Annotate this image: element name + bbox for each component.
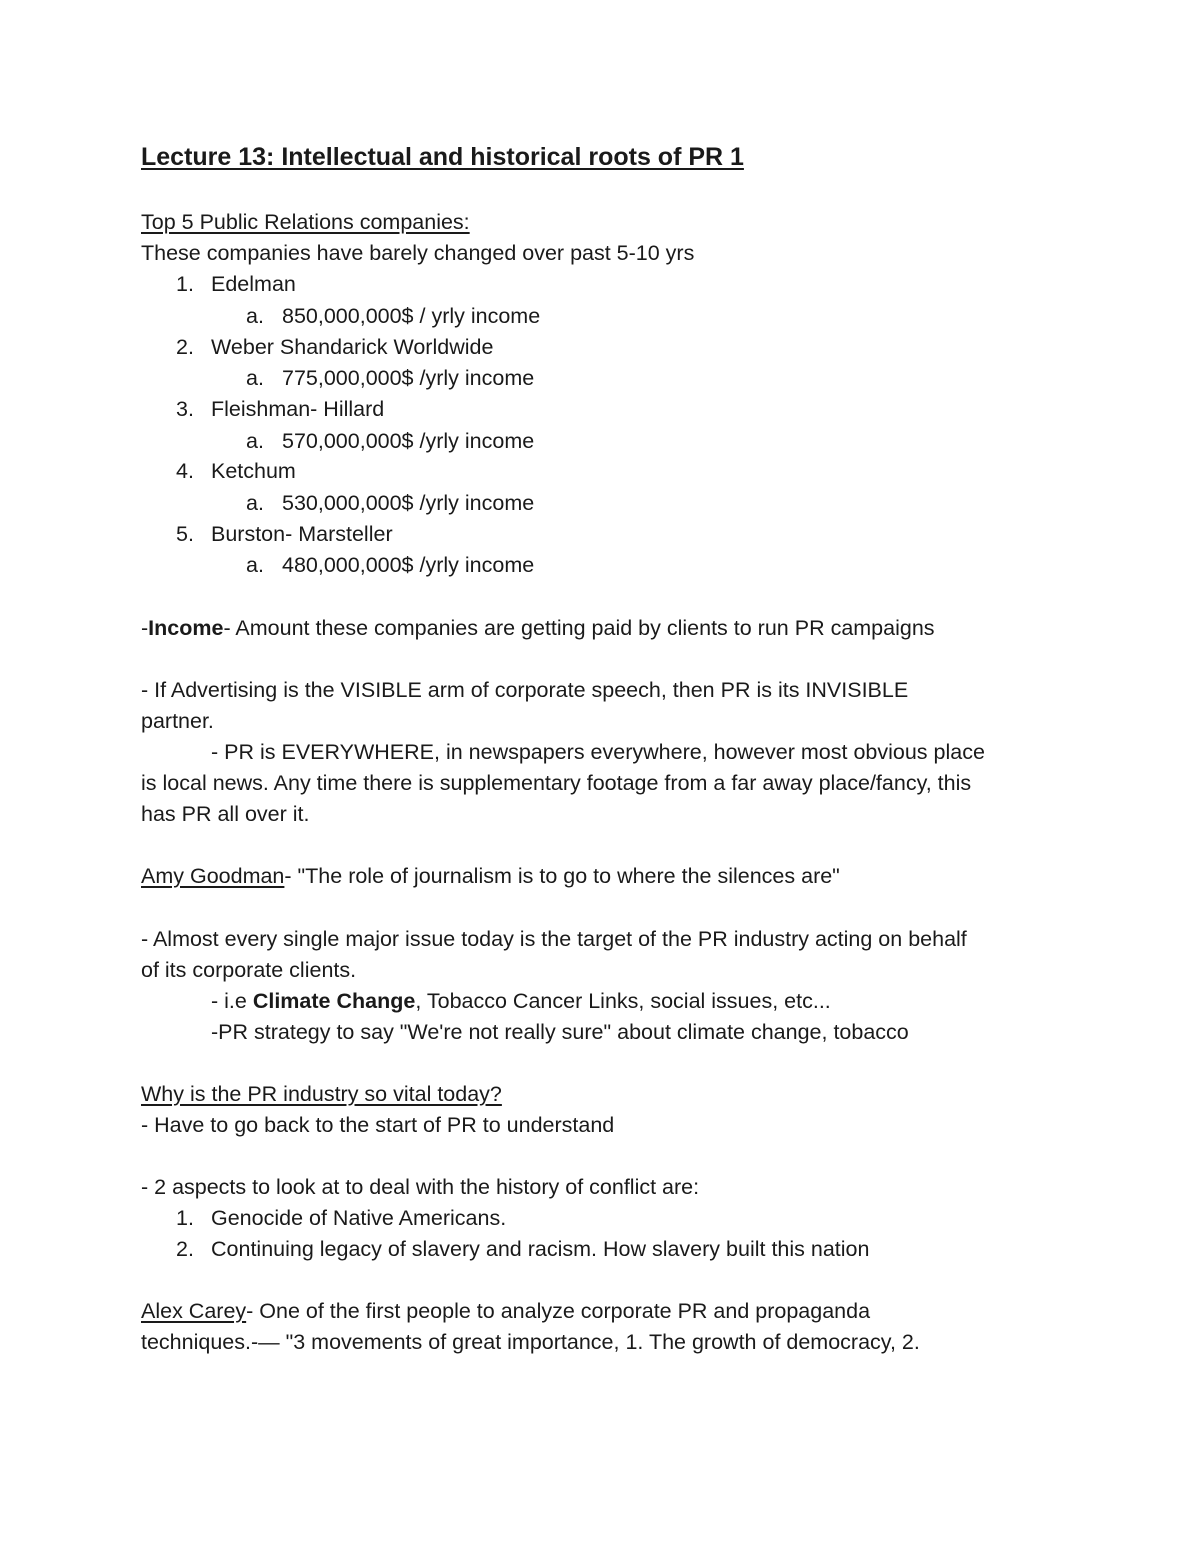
page-title: Lecture 13: Intellectual and historical roots of PR 1	[141, 143, 744, 171]
issues-ie-rest: , Tobacco Cancer Links, social issues, etc...	[415, 989, 831, 1013]
company-name: Fleishman- Hillard	[211, 397, 385, 421]
aspects-intro: - 2 aspects to look at to deal with the history of conflict are:	[141, 1175, 700, 1199]
income-term: Income	[148, 616, 224, 640]
advertising-line: - If Advertising is the VISIBLE arm of corporate speech, then PR is its INVISIBLE	[141, 678, 909, 702]
issues-climate-change: Climate Change	[252, 989, 416, 1013]
company-name: Weber Shandarick Worldwide	[211, 335, 494, 359]
goodman-quote	[141, 862, 840, 890]
issues-examples	[211, 987, 831, 1015]
advertising-line: is local news. Any time there is supplementary footage from a far away place/fancy, this	[141, 771, 972, 795]
sub-list-letter: a.	[246, 429, 264, 453]
vital-question: Why is the PR industry so vital today?	[141, 1082, 502, 1106]
goodman-name: Amy Goodman	[141, 864, 285, 888]
carey-name: Alex Carey	[141, 1299, 247, 1323]
aspect-item: Genocide of Native Americans.	[211, 1206, 507, 1230]
sub-list-letter: a.	[246, 366, 264, 390]
income-text: - Amount these companies are getting paid by clients to run PR campaigns	[223, 616, 935, 640]
company-income: 530,000,000$ /yrly income	[282, 491, 535, 515]
carey-line	[141, 1297, 870, 1325]
list-number: 5.	[176, 522, 194, 546]
list-number: 4.	[176, 459, 194, 483]
advertising-line: has PR all over it.	[141, 802, 310, 826]
companies-note: These companies have barely changed over past 5-10 yrs	[141, 241, 695, 265]
companies-heading: Top 5 Public Relations companies:	[141, 210, 470, 234]
list-number: 1.	[176, 1206, 194, 1230]
carey-line: techniques.-— "3 movements of great importance, 1. The growth of democracy, 2.	[141, 1330, 920, 1354]
income-definition	[141, 614, 935, 642]
company-income: 570,000,000$ /yrly income	[282, 429, 535, 453]
sub-list-letter: a.	[246, 553, 264, 577]
company-name: Ketchum	[211, 459, 296, 483]
list-number: 3.	[176, 397, 194, 421]
sub-list-letter: a.	[246, 304, 264, 328]
list-number: 1.	[176, 272, 194, 296]
advertising-line: - PR is EVERYWHERE, in newspapers everywhere, however most obvious place	[211, 740, 985, 764]
advertising-line: partner.	[141, 709, 214, 733]
carey-text: - One of the first people to analyze corporate PR and propaganda	[246, 1299, 871, 1323]
list-number: 2.	[176, 335, 194, 359]
issues-line: of its corporate clients.	[141, 958, 357, 982]
issues-line: - Almost every single major issue today is the target of the PR industry acting on behalf	[141, 927, 967, 951]
issues-strategy: -PR strategy to say "We're not really sure" about climate change, tobacco	[211, 1020, 909, 1044]
sub-list-letter: a.	[246, 491, 264, 515]
company-income: 850,000,000$ / yrly income	[282, 304, 541, 328]
aspect-item: Continuing legacy of slavery and racism. How slavery built this nation	[211, 1237, 870, 1261]
goodman-quote-text: - "The role of journalism is to go to where the silences are"	[284, 864, 840, 888]
issues-ie-prefix: - i.e	[211, 989, 253, 1013]
company-income: 775,000,000$ /yrly income	[282, 366, 535, 390]
income-dash: -	[141, 616, 149, 640]
vital-answer: - Have to go back to the start of PR to understand	[141, 1113, 615, 1137]
list-number: 2.	[176, 1237, 194, 1261]
company-income: 480,000,000$ /yrly income	[282, 553, 535, 577]
company-name: Edelman	[211, 272, 296, 296]
company-name: Burston- Marsteller	[211, 522, 393, 546]
